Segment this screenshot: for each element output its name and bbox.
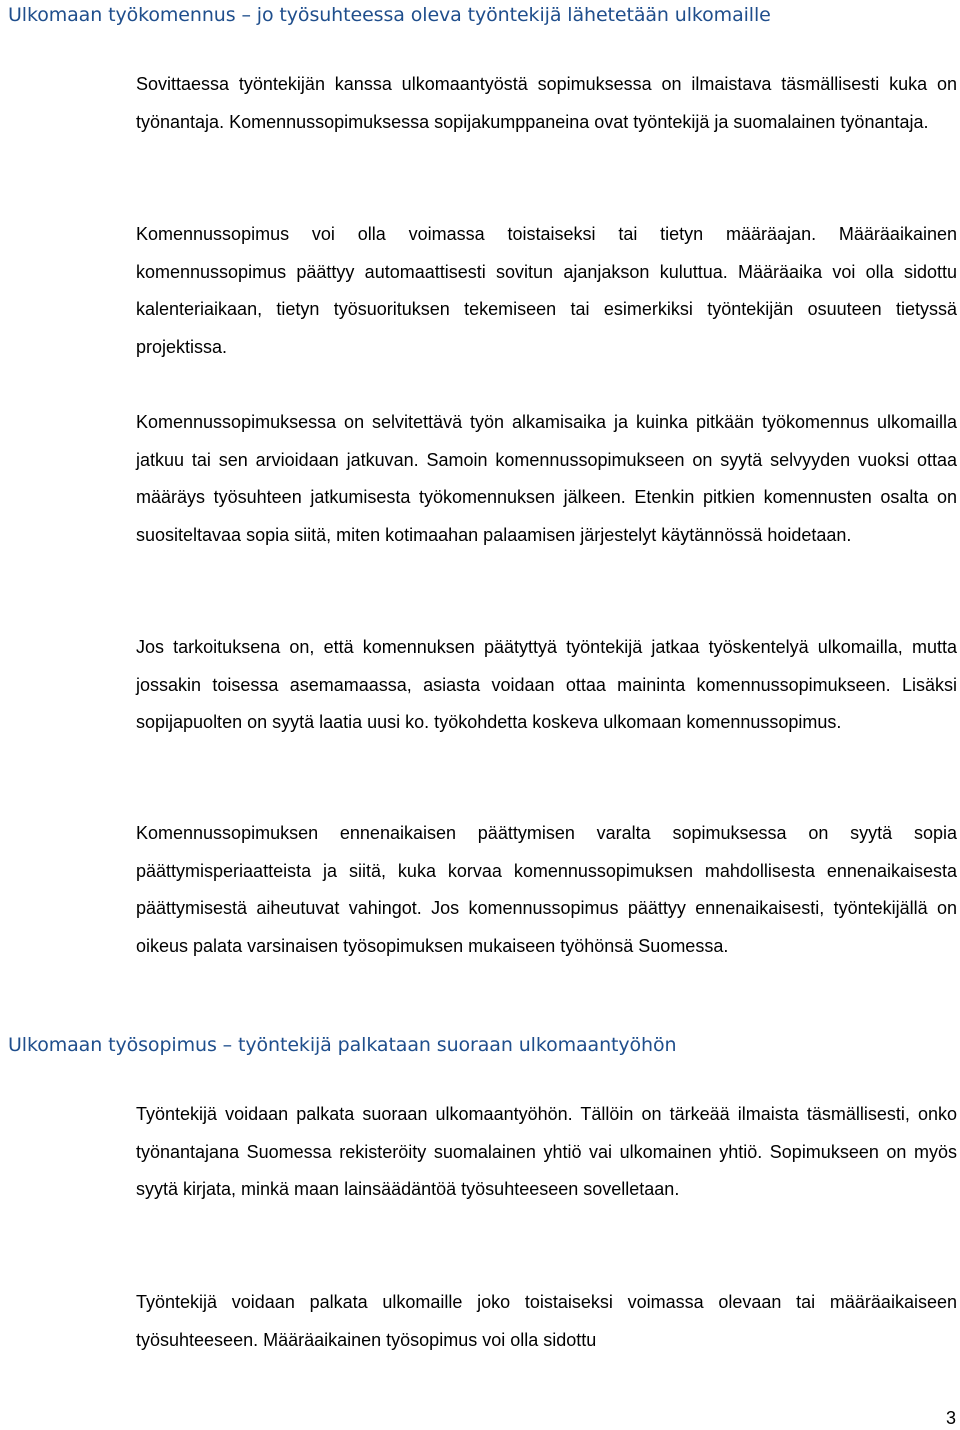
paragraph-contract-types: Työntekijä voidaan palkata ulkomaille joko toistaiseksi voimassa olevaan tai määräaikaiseen työsuhteeseen. Määräaikainen työsopimus voi olla sidottu [136,1292,957,1350]
section-heading-work-assignment: Ulkomaan työkomennus – jo työsuhteessa oleva työntekijä lähetetään ulkomaille [8,4,771,26]
paragraph-direct-hiring: Työntekijä voidaan palkata suoraan ulkomaantyöhön. Tällöin on tärkeää ilmaista täsmällisesti, onko työnantajana Suomessa rekisteröity suomalainen yhtiö vai ulkomainen yhtiö. Sopimukseen on myös syytä kirjata, minkä maan lainsäädäntöä työsuhteeseen sovelletaan. [136,1104,957,1199]
page-number: 3 [945,1408,956,1428]
paragraph-employer-definition: Sovittaessa työntekijän kanssa ulkomaantyöstä sopimuksessa on ilmaistava täsmällisesti kuka on työnantaja. Komennussopimuksessa sopijakumppaneina ovat työntekijä ja suomalainen työnantaja. [136,74,957,132]
paragraph-early-termination: Komennussopimuksen ennenaikaisen päättymisen varalta sopimuksessa on syytä sopia päättymisperiaatteista ja siitä, kuka korvaa komennussopimuksen mahdollisesta ennenaikaisesta päättymisestä aiheutuvat vahingot. Jos komennussopimus päättyy ennenaikaisesti, työntekijällä on oikeus palata varsinaisen työsopimuksen mukaiseen työhönsä Suomessa. [136,823,957,956]
paragraph-duration: Komennussopimus voi olla voimassa toistaiseksi tai tietyn määräajan. Määräaikainen komennussopimus päättyy automaattisesti sovitun ajanjakson kuluttua. Määräaika voi olla sidottu kalenteriaikaan, tietyn työsuorituksen tekemiseen tai esimerkiksi työntekijän osuuteen tietyssä projektissa. [136,224,957,357]
paragraph-transfer-abroad: Jos tarkoituksena on, että komennuksen päätyttyä työntekijä jatkaa työskentelyä ulkomailla, mutta jossakin toisessa asemamaassa, asiasta voidaan ottaa maininta komennussopimukseen. Lisäksi sopijapuolten on syytä laatia uusi ko. työkohdetta koskeva ulkomaan komennussopimus. [136,637,957,732]
paragraph-start-and-continuation: Komennussopimuksessa on selvitettävä työn alkamisaika ja kuinka pitkään työkomennus ulkomailla jatkuu tai sen arvioidaan jatkuvan. Samoin komennussopimukseen on syytä selvyyden vuoksi ottaa määräys työsuhteen jatkumisesta työkomennuksen jälkeen. Etenkin pitkien komennusten osalta on suositeltavaa sopia siitä, miten kotimaahan palaamisen järjestelyt käytännössä hoidetaan. [136,412,957,545]
section-heading-foreign-employment-contract: Ulkomaan työsopimus – työntekijä palkataan suoraan ulkomaantyöhön [8,1034,677,1056]
